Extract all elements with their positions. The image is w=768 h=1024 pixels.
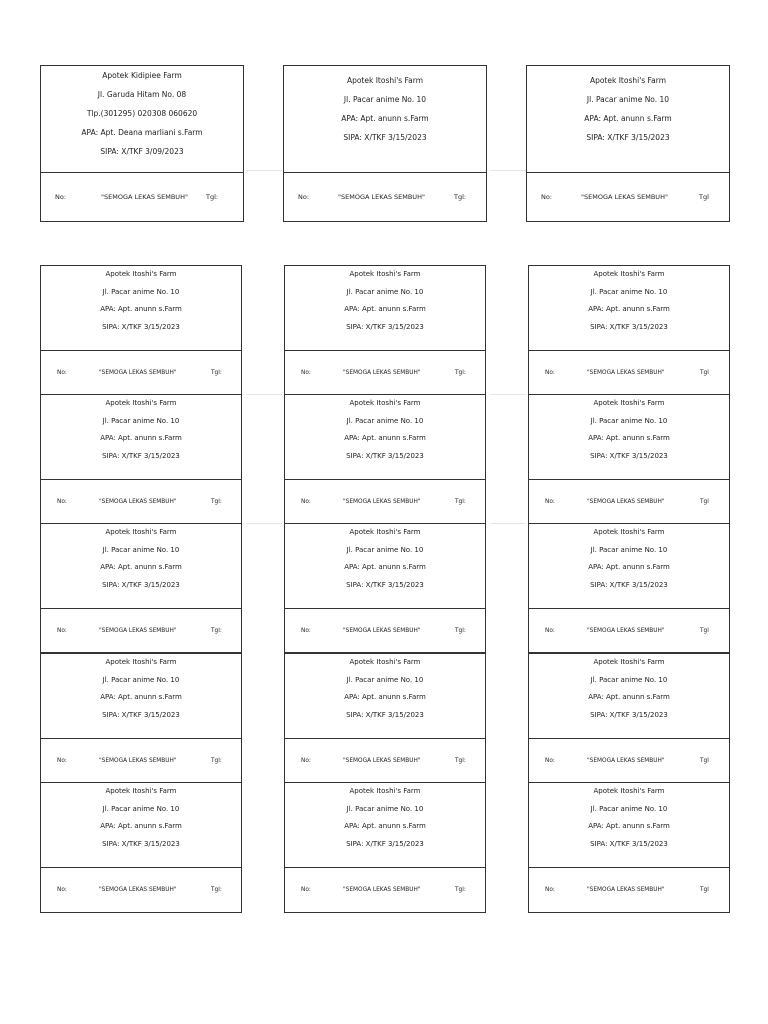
pharmacy-name: Apotek Itoshi's Farm <box>349 787 421 795</box>
pharmacist-apa: APA: Apt. anunn s.Farm <box>588 693 670 701</box>
number-field: No: <box>301 369 311 376</box>
pharmacist-sipa: SIPA: X/TKF 3/15/2023 <box>102 322 180 331</box>
prescription-label <box>284 653 486 783</box>
label-header <box>285 783 485 868</box>
prescription-label <box>40 523 242 653</box>
date-field: Tgl <box>699 193 709 201</box>
pharmacist-sipa: SIPA: X/TKF 3/15/2023 <box>590 451 668 460</box>
get-well-message: "SEMOGA LEKAS SEMBUH" <box>338 193 425 201</box>
get-well-message: "SEMOGA LEKAS SEMBUH" <box>343 627 421 634</box>
label-header <box>529 266 729 351</box>
pharmacy-address: Jl. Pacar anime No. 10 <box>590 675 668 684</box>
pharmacist-apa: APA: Apt. anunn s.Farm <box>100 563 182 571</box>
get-well-message: "SEMOGA LEKAS SEMBUH" <box>343 369 421 376</box>
label-footer <box>285 351 485 394</box>
label-footer <box>529 739 729 782</box>
pharmacy-address: Jl. Pacar anime No. 10 <box>102 416 180 425</box>
get-well-message: "SEMOGA LEKAS SEMBUH" <box>99 369 177 376</box>
pharmacy-address: Jl. Pacar anime No. 10 <box>346 416 424 425</box>
pharmacy-address: Jl. Pacar anime No. 10 <box>586 95 670 104</box>
pharmacy-phone: Tlp.(301295) 020308 060620 <box>86 109 198 118</box>
get-well-message: "SEMOGA LEKAS SEMBUH" <box>101 193 188 201</box>
number-field: No: <box>57 627 67 634</box>
pharmacist-apa: APA: Apt. anunn s.Farm <box>588 434 670 442</box>
label-header <box>41 524 241 609</box>
pharmacist-sipa: SIPA: X/TKF 3/15/2023 <box>102 839 180 848</box>
pharmacist-apa: APA: Apt. anunn s.Farm <box>100 693 182 701</box>
label-footer <box>41 739 241 782</box>
label-header <box>41 654 241 739</box>
label-header <box>527 66 729 173</box>
pharmacist-apa: APA: Apt. anunn s.Farm <box>344 305 426 313</box>
pharmacy-address: Jl. Pacar anime No. 10 <box>590 804 668 813</box>
pharmacy-name: Apotek Itoshi's Farm <box>593 528 665 536</box>
pharmacy-name: Apotek Itoshi's Farm <box>349 270 421 278</box>
label-header <box>41 66 243 173</box>
label-header <box>41 395 241 480</box>
pharmacy-name: Apotek Itoshi's Farm <box>349 399 421 407</box>
get-well-message: "SEMOGA LEKAS SEMBUH" <box>99 887 177 893</box>
get-well-message: "SEMOGA LEKAS SEMBUH" <box>343 757 421 764</box>
pharmacist-sipa: SIPA: X/TKF 3/15/2023 <box>346 322 424 331</box>
label-header <box>284 66 486 173</box>
pharmacist-sipa: SIPA: X/TKF 3/15/2023 <box>590 839 668 848</box>
date-field: Tgl <box>700 887 709 893</box>
guide-line <box>490 170 526 171</box>
date-field: Tgl: <box>211 627 222 634</box>
date-field: Tgl: <box>455 757 466 764</box>
pharmacy-address: Jl. Pacar anime No. 10 <box>346 287 424 296</box>
prescription-label <box>40 782 242 913</box>
number-field: No: <box>301 887 311 893</box>
date-field: Tgl: <box>211 498 222 505</box>
pharmacy-address: Jl. Pacar anime No. 10 <box>590 287 668 296</box>
prescription-label <box>526 65 730 222</box>
label-footer <box>41 173 243 221</box>
pharmacist-apa: APA: Apt. anunn s.Farm <box>344 563 426 571</box>
pharmacist-sipa: SIPA: X/TKF 3/09/2023 <box>100 147 184 156</box>
label-header <box>529 654 729 739</box>
date-field: Tgl <box>700 498 709 505</box>
label-header <box>41 783 241 868</box>
prescription-label <box>284 265 486 395</box>
pharmacy-address: Jl. Pacar anime No. 10 <box>590 545 668 554</box>
pharmacist-apa: APA: Apt. anunn s.Farm <box>100 822 182 830</box>
pharmacy-name: Apotek Itoshi's Farm <box>346 76 424 85</box>
prescription-label <box>40 394 242 524</box>
pharmacist-sipa: SIPA: X/TKF 3/15/2023 <box>586 133 670 142</box>
guide-line <box>490 394 526 395</box>
pharmacist-apa: APA: Apt. Deana marliani s.Farm <box>81 128 203 137</box>
pharmacy-name: Apotek Itoshi's Farm <box>105 399 177 407</box>
date-field: Tgl: <box>455 369 466 376</box>
pharmacist-apa: APA: Apt. anunn s.Farm <box>588 305 670 313</box>
date-field: Tgl <box>700 369 709 376</box>
guide-line <box>246 523 282 524</box>
pharmacist-apa: APA: Apt. anunn s.Farm <box>100 305 182 313</box>
get-well-message: "SEMOGA LEKAS SEMBUH" <box>99 627 177 634</box>
label-footer <box>285 609 485 652</box>
pharmacy-address: Jl. Pacar anime No. 10 <box>590 416 668 425</box>
get-well-message: "SEMOGA LEKAS SEMBUH" <box>99 757 177 764</box>
get-well-message: "SEMOGA LEKAS SEMBUH" <box>343 498 421 505</box>
label-footer <box>41 351 241 394</box>
number-field: No: <box>545 627 555 634</box>
get-well-message: "SEMOGA LEKAS SEMBUH" <box>581 193 668 201</box>
pharmacist-sipa: SIPA: X/TKF 3/15/2023 <box>343 133 427 142</box>
date-field: Tgl <box>700 757 709 764</box>
pharmacy-address: Jl. Pacar anime No. 10 <box>346 675 424 684</box>
number-field: No: <box>298 193 310 201</box>
date-field: Tgl: <box>206 193 219 201</box>
pharmacist-apa: APA: Apt. anunn s.Farm <box>588 822 670 830</box>
guide-line <box>246 170 282 171</box>
prescription-label <box>528 523 730 653</box>
pharmacist-sipa: SIPA: X/TKF 3/15/2023 <box>590 710 668 719</box>
pharmacist-apa: APA: Apt. anunn s.Farm <box>341 114 429 123</box>
pharmacist-sipa: SIPA: X/TKF 3/15/2023 <box>590 580 668 589</box>
date-field: Tgl: <box>211 887 222 893</box>
prescription-label <box>40 265 242 395</box>
pharmacy-name: Apotek Itoshi's Farm <box>105 658 177 666</box>
label-header <box>529 783 729 868</box>
pharmacist-sipa: SIPA: X/TKF 3/15/2023 <box>102 710 180 719</box>
pharmacy-address: Jl. Pacar anime No. 10 <box>102 675 180 684</box>
number-field: No: <box>541 193 553 201</box>
pharmacist-apa: APA: Apt. anunn s.Farm <box>584 114 672 123</box>
get-well-message: "SEMOGA LEKAS SEMBUH" <box>587 369 665 376</box>
pharmacy-address: Jl. Pacar anime No. 10 <box>346 545 424 554</box>
pharmacy-address: Jl. Pacar anime No. 10 <box>102 804 180 813</box>
label-footer <box>529 351 729 394</box>
label-header <box>529 524 729 609</box>
number-field: No: <box>545 757 555 764</box>
prescription-label <box>528 265 730 395</box>
get-well-message: "SEMOGA LEKAS SEMBUH" <box>587 887 665 893</box>
number-field: No: <box>545 887 555 893</box>
number-field: No: <box>301 498 311 505</box>
pharmacist-apa: APA: Apt. anunn s.Farm <box>344 693 426 701</box>
date-field: Tgl: <box>455 627 466 634</box>
pharmacy-name: Apotek Itoshi's Farm <box>105 787 177 795</box>
guide-line <box>490 523 526 524</box>
get-well-message: "SEMOGA LEKAS SEMBUH" <box>99 498 177 505</box>
get-well-message: "SEMOGA LEKAS SEMBUH" <box>587 498 665 505</box>
pharmacy-name: Apotek Itoshi's Farm <box>589 76 667 85</box>
label-footer <box>285 480 485 523</box>
label-footer <box>285 739 485 782</box>
label-footer <box>284 173 486 221</box>
pharmacy-address: Jl. Pacar anime No. 10 <box>346 804 424 813</box>
pharmacy-name: Apotek Itoshi's Farm <box>105 528 177 536</box>
pharmacy-name: Apotek Itoshi's Farm <box>593 658 665 666</box>
number-field: No: <box>57 498 67 505</box>
pharmacy-name: Apotek Itoshi's Farm <box>105 270 177 278</box>
label-footer <box>529 609 729 652</box>
date-field: Tgl: <box>455 887 466 893</box>
pharmacist-apa: APA: Apt. anunn s.Farm <box>588 563 670 571</box>
pharmacist-sipa: SIPA: X/TKF 3/15/2023 <box>346 710 424 719</box>
label-footer <box>529 868 729 912</box>
pharmacist-sipa: SIPA: X/TKF 3/15/2023 <box>346 451 424 460</box>
number-field: No: <box>301 627 311 634</box>
label-header <box>285 654 485 739</box>
date-field: Tgl: <box>454 193 467 201</box>
label-footer <box>41 609 241 652</box>
date-field: Tgl: <box>211 757 222 764</box>
label-footer <box>41 480 241 523</box>
number-field: No: <box>545 498 555 505</box>
prescription-label <box>528 653 730 783</box>
get-well-message: "SEMOGA LEKAS SEMBUH" <box>343 887 421 893</box>
guide-line <box>246 394 282 395</box>
pharmacist-apa: APA: Apt. anunn s.Farm <box>344 434 426 442</box>
number-field: No: <box>57 757 67 764</box>
pharmacy-name: Apotek Itoshi's Farm <box>593 399 665 407</box>
label-header <box>285 524 485 609</box>
pharmacy-name: Apotek Itoshi's Farm <box>593 787 665 795</box>
prescription-label <box>528 782 730 913</box>
label-header <box>41 266 241 351</box>
label-footer <box>529 480 729 523</box>
pharmacist-sipa: SIPA: X/TKF 3/15/2023 <box>346 580 424 589</box>
pharmacy-name: Apotek Itoshi's Farm <box>593 270 665 278</box>
get-well-message: "SEMOGA LEKAS SEMBUH" <box>587 757 665 764</box>
date-field: Tgl <box>700 627 709 634</box>
pharmacy-name: Apotek Itoshi's Farm <box>349 528 421 536</box>
pharmacy-address: Jl. Garuda Hitam No. 08 <box>97 90 187 99</box>
pharmacy-name: Apotek Kidipiee Farm <box>102 71 182 80</box>
pharmacist-apa: APA: Apt. anunn s.Farm <box>100 434 182 442</box>
number-field: No: <box>57 369 67 376</box>
pharmacist-sipa: SIPA: X/TKF 3/15/2023 <box>102 580 180 589</box>
pharmacist-sipa: SIPA: X/TKF 3/15/2023 <box>102 451 180 460</box>
pharmacist-sipa: SIPA: X/TKF 3/15/2023 <box>590 322 668 331</box>
pharmacist-apa: APA: Apt. anunn s.Farm <box>344 822 426 830</box>
date-field: Tgl: <box>211 369 222 376</box>
label-header <box>285 266 485 351</box>
pharmacy-address: Jl. Pacar anime No. 10 <box>102 545 180 554</box>
prescription-label <box>284 782 486 913</box>
number-field: No: <box>55 193 67 201</box>
prescription-label <box>284 523 486 653</box>
number-field: No: <box>57 887 67 893</box>
get-well-message: "SEMOGA LEKAS SEMBUH" <box>587 627 665 634</box>
label-header <box>529 395 729 480</box>
prescription-label <box>528 394 730 524</box>
number-field: No: <box>545 369 555 376</box>
pharmacy-address: Jl. Pacar anime No. 10 <box>343 95 427 104</box>
prescription-label <box>283 65 487 222</box>
pharmacy-name: Apotek Itoshi's Farm <box>349 658 421 666</box>
number-field: No: <box>301 757 311 764</box>
prescription-label <box>40 653 242 783</box>
pharmacist-sipa: SIPA: X/TKF 3/15/2023 <box>346 839 424 848</box>
prescription-label <box>284 394 486 524</box>
pharmacy-address: Jl. Pacar anime No. 10 <box>102 287 180 296</box>
prescription-label <box>40 65 244 222</box>
label-footer <box>41 868 241 912</box>
label-header <box>285 395 485 480</box>
date-field: Tgl: <box>455 498 466 505</box>
label-footer <box>527 173 729 221</box>
label-footer <box>285 868 485 912</box>
